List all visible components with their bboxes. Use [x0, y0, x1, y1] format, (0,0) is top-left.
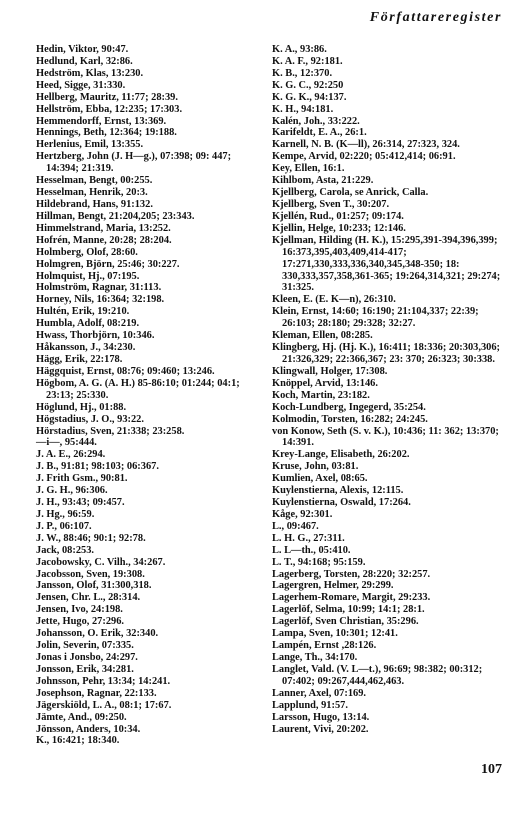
index-entry: Hildebrand, Hans, 91:132.: [36, 198, 153, 210]
index-entry: Lagergren, Helmer, 29:299.: [272, 580, 394, 592]
index-entry: Jägerskiöld, L. A., 08:1; 17:67.: [36, 699, 172, 711]
index-entry: Kleen, E. (E. K—n), 26:310.: [272, 294, 396, 306]
index-entry: Jensen, Ivo, 24:198.: [36, 604, 123, 616]
index-entry: Kjellberg, Sven T., 30:207.: [272, 198, 390, 210]
index-entry: Koch, Martin, 23:182.: [272, 389, 370, 401]
index-entry: Jonas i Jonsbo, 24:297.: [36, 652, 138, 664]
index-entry: Lampén, Ernst ,28:126.: [272, 640, 377, 652]
index-entry: Laurent, Vivi, 20:202.: [272, 723, 369, 735]
index-entry: Kjellberg, Carola, se Anrick, Calla.: [272, 187, 429, 199]
page-header-title: Författareregister: [369, 10, 502, 25]
index-entry: Heed, Sigge, 31:330.: [36, 79, 126, 91]
index-entry: Krey-Lange, Elisabeth, 26:202.: [272, 449, 410, 461]
index-entry: Klingwall, Holger, 17:308.: [272, 365, 388, 377]
index-column-left: [36, 44, 260, 747]
index-entry: Kjellén, Rud., 01:257; 09:174.: [272, 210, 404, 222]
index-entry: Kempe, Arvid, 02:220; 05:412,414; 06:91.: [272, 151, 456, 163]
index-entry: Hedström, Klas, 13:230.: [36, 67, 144, 79]
index-entry: Jolin, Severin, 07:335.: [36, 640, 134, 652]
index-entry: Holmström, Ragnar, 31:113.: [36, 282, 162, 294]
index-entry: Josephson, Ragnar, 22:133.: [36, 687, 157, 699]
index-entry: J. Frith Gsm., 90:81.: [36, 473, 128, 485]
index-entry: L. H. G., 27:311.: [272, 532, 345, 544]
index-entry: Holmberg, Olof, 28:60.: [36, 246, 138, 258]
index-entry: Hedin, Viktor, 90:47.: [36, 44, 129, 55]
index-entry: J. G. H., 96:306.: [36, 485, 108, 497]
index-entry: Kåge, 92:301.: [272, 508, 333, 520]
index-entry: Kuylenstierna, Oswald, 17:264.: [272, 497, 411, 509]
index-entry: Hennings, Beth, 12:364; 19:188.: [36, 127, 177, 139]
index-entry: Kumlien, Axel, 08:65.: [272, 473, 368, 485]
index-entry: Lampa, Sven, 10:301; 12:41.: [272, 628, 398, 640]
index-entry: Langlet, Vald. (V. L—t.), 96:69; 98:382; 00:312; 07:402; 09:267,444,462,463.: [272, 663, 483, 687]
index-entry: L., 09:467.: [272, 520, 319, 532]
index-column-right: [272, 44, 502, 735]
index-entry: Hellberg, Mauritz, 11:77; 28:39.: [36, 91, 178, 103]
index-entry: Lanner, Axel, 07:169.: [272, 687, 367, 699]
index-entry: Höglund, Hj., 01:88.: [36, 401, 127, 413]
index-entry: J. W., 88:46; 90:1; 92:78.: [36, 532, 146, 544]
index-entry: Kjellin, Helge, 10:233; 12:146.: [272, 222, 406, 234]
index-entry: Jette, Hugo, 27:296.: [36, 616, 125, 628]
index-entry: K. B., 12:370.: [272, 67, 333, 79]
index-entry: Kalén, Joh., 33:222.: [272, 115, 360, 127]
index-entry: J. A. E., 26:294.: [36, 449, 106, 461]
index-entry: Humbla, Adolf, 08:219.: [36, 318, 140, 330]
index-entry: J. Hg., 96:59.: [36, 508, 95, 520]
index-entry: Hemmendorff, Ernst, 13:369.: [36, 115, 167, 127]
index-entry: Jämte, And., 09:250.: [36, 711, 127, 723]
index-entry: Koch-Lundberg, Ingegerd, 35:254.: [272, 401, 426, 413]
index-entry: J. H., 93:43; 09:457.: [36, 497, 125, 509]
index-entry: K., 16:421; 18:340.: [36, 735, 120, 747]
index-entry: Hesselman, Henrik, 20:3.: [36, 187, 148, 199]
index-entry: Hillman, Bengt, 21:204,205; 23:343.: [36, 210, 195, 222]
index-entry: von Konow, Seth (S. v. K.), 10:436; 11: 362; 13:370; 14:391.: [272, 425, 499, 449]
index-entry: J. P., 06:107.: [36, 520, 92, 532]
index-entry: Klein, Ernst, 14:60; 16:190; 21:104,337; 22:39; 26:103; 28:180; 29:328; 32:27.: [272, 306, 479, 330]
index-entry: K. A., 93:86.: [272, 44, 327, 55]
index-entry: Larsson, Hugo, 13:14.: [272, 711, 370, 723]
index-entry: Himmelstrand, Maria, 13:252.: [36, 222, 171, 234]
index-entry: Jacobsson, Sven, 19:308.: [36, 568, 145, 580]
index-entry: Jonsson, Erik, 34:281.: [36, 663, 134, 675]
index-entry: Hultén, Erik, 19:210.: [36, 306, 130, 318]
index-entry: Lapplund, 91:57.: [272, 699, 348, 711]
page-number: 107: [481, 762, 502, 777]
index-entry: Lagerlöf, Selma, 10:99; 14:1; 28:1.: [272, 604, 425, 616]
index-entry: Holmgren, Björn, 25:46; 30:227.: [36, 258, 180, 270]
index-entry: Jack, 08:253.: [36, 544, 95, 556]
index-entry: K. G. K., 94:137.: [272, 91, 347, 103]
index-entry: Hägg, Erik, 22:178.: [36, 353, 123, 365]
index-entry: Kihlbom, Asta, 21:229.: [272, 175, 374, 187]
index-entry: Kuylenstierna, Alexis, 12:115.: [272, 485, 404, 497]
index-entry: Jansson, Olof, 31:300,318.: [36, 580, 152, 592]
index-entry: Hwass, Thorbjörn, 10:346.: [36, 330, 155, 342]
index-entry: Jacobowsky, C. Vilh., 34:267.: [36, 556, 166, 568]
index-entry: Kolmodin, Torsten, 16:282; 24:245.: [272, 413, 428, 425]
index-entry: Kruse, John, 03:81.: [272, 461, 359, 473]
index-entry: Lagerhem-Romare, Margit, 29:233.: [272, 592, 431, 604]
index-entry: Hesselman, Bengt, 00:255.: [36, 175, 153, 187]
index-entry: Karifeldt, E. A., 26:1.: [272, 127, 367, 139]
index-entry: Herlenius, Emil, 13:355.: [36, 139, 144, 151]
index-entry: K. H., 94:181.: [272, 103, 334, 115]
index-entry: L. T., 94:168; 95:159.: [272, 556, 366, 568]
index-entry: Häggquist, Ernst, 08:76; 09:460; 13:246.: [36, 365, 215, 377]
index-entry: Hedlund, Karl, 32:86.: [36, 55, 133, 67]
index-entry: Hellström, Ebba, 12:235; 17:303.: [36, 103, 183, 115]
index-entry: Johansson, O. Erik, 32:340.: [36, 628, 159, 640]
index-entry: —i—, 95:444.: [36, 437, 97, 449]
index-entry: Hertzberg, John (J. H—g.), 07:398; 09: 447; 14:394; 21:319.: [36, 151, 232, 175]
index-entry: Key, Ellen, 16:1.: [272, 163, 345, 175]
index-entry: Högbom, A. G. (A. H.) 85-86:10; 01:244; 04:1; 23:13; 25:330.: [36, 377, 240, 401]
index-entry: Hofrén, Manne, 20:28; 28:204.: [36, 234, 172, 246]
index-entry: Hörstadius, Sven, 21:338; 23:258.: [36, 425, 185, 437]
index-entry: Klingberg, Hj. (Hj. K.), 16:411; 18:336; 20:303,306; 21:326,329; 22:366,367; 23: 370; 26:323; 30:338.: [272, 342, 500, 365]
index-entry: Högstadius, J. O., 93:22.: [36, 413, 144, 425]
index-entry: Holmquist, Hj., 07:195.: [36, 270, 140, 282]
index-entry: Lange, Th., 34:170.: [272, 652, 358, 664]
index-entry: L. L—th., 05:410.: [272, 544, 351, 556]
index-entry: Jensen, Chr. L., 28:314.: [36, 592, 141, 604]
index-entry: Horney, Nils, 16:364; 32:198.: [36, 294, 165, 306]
index-entry: Jönsson, Anders, 10:34.: [36, 723, 141, 735]
index-entry: Johnsson, Pehr, 13:34; 14:241.: [36, 675, 171, 687]
index-entry: Kjellman, Hilding (H. K.), 15:295,391-394,396,399; 16:373,395,403,409,414-417; 17:271,330,333,336,340,345,348-350; 18: 330,333,357,358,361-365; 19:264,314,321; 29:274; 31:325.: [272, 234, 501, 294]
index-entry: Håkansson, J., 34:230.: [36, 342, 136, 354]
index-entry: Lagerlöf, Sven Christian, 35:296.: [272, 616, 419, 628]
index-entry: Lagerberg, Torsten, 28:220; 32:257.: [272, 568, 431, 580]
index-entry: K. G. C., 92:250: [272, 79, 344, 91]
index-entry: Knöppel, Arvid, 13:146.: [272, 377, 378, 389]
index-entry: Karnell, N. B. (K—ll), 26:314, 27:323, 324.: [272, 139, 460, 151]
index-entry: J. B., 91:81; 98:103; 06:367.: [36, 461, 159, 473]
index-entry: K. A. F., 92:181.: [272, 55, 343, 67]
index-entry: Kleman, Ellen, 08:285.: [272, 330, 373, 342]
